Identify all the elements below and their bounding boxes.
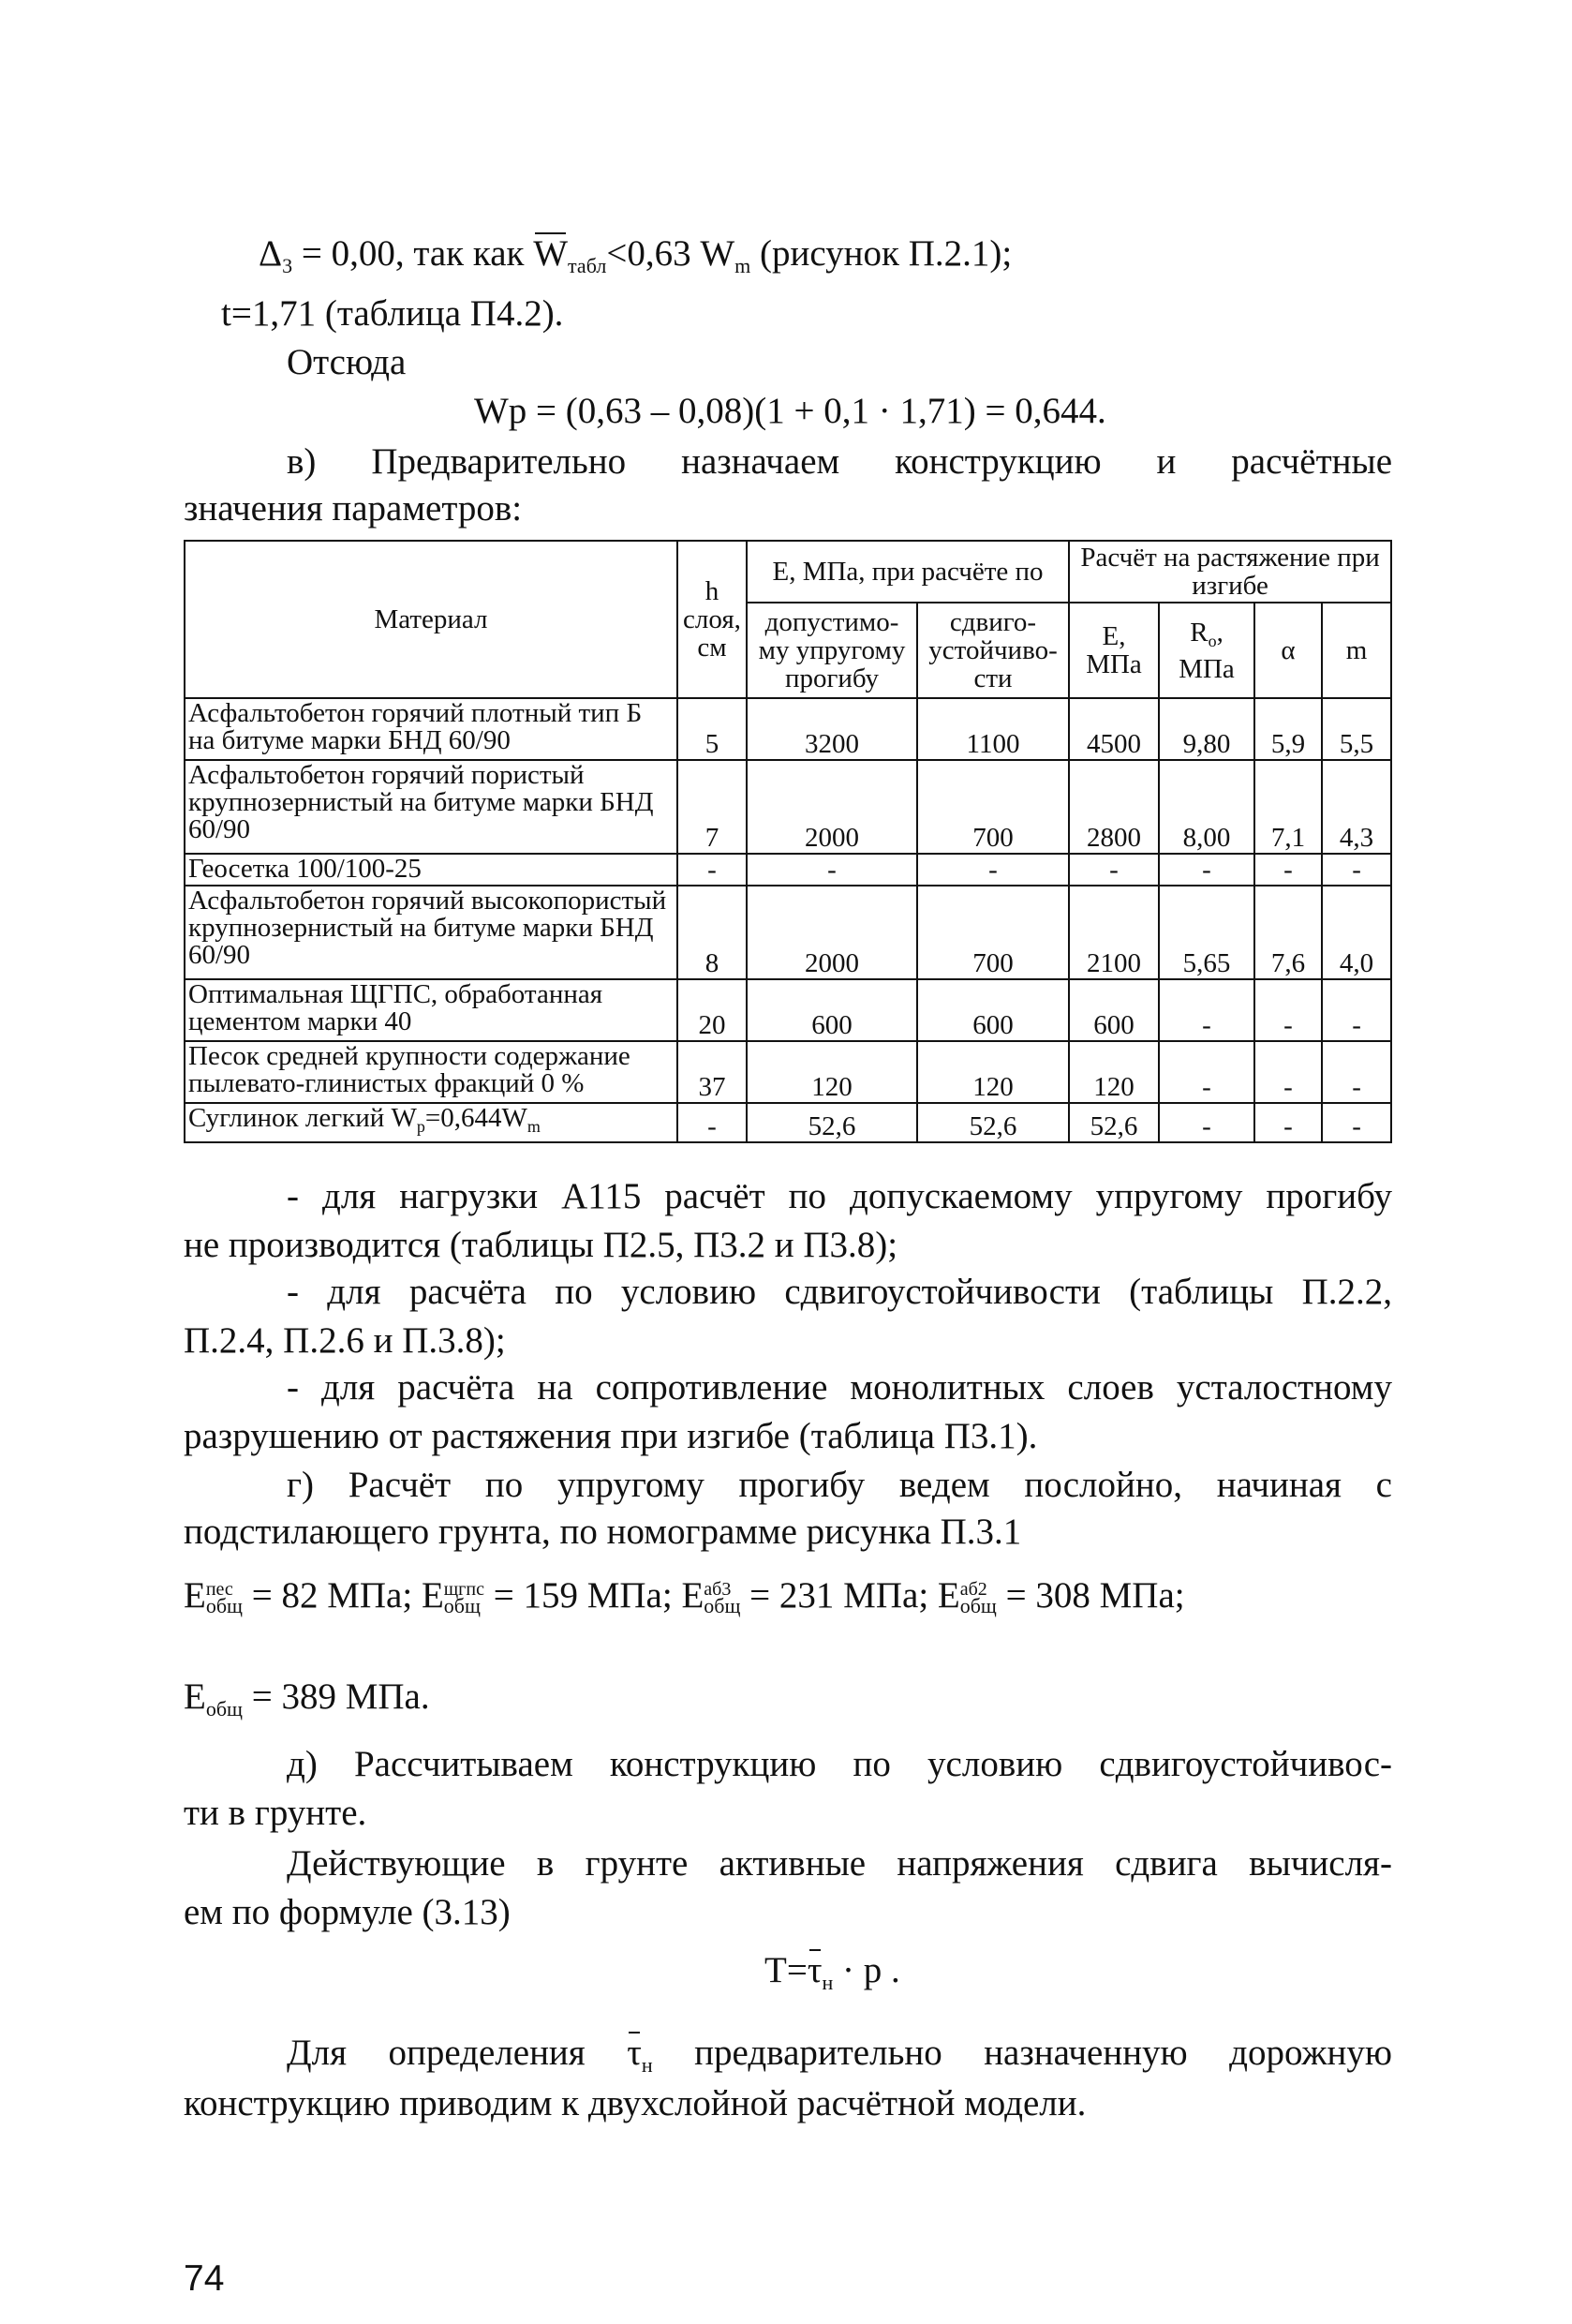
paragraph-b-line2: значения параметров:	[184, 488, 523, 529]
body-line-d1: д) Рассчитываем конструкцию по условию сдвигоустойчивос-	[287, 1744, 1392, 1784]
cell-r0: -	[1159, 1041, 1254, 1103]
cell-e-shear: 120	[917, 1041, 1069, 1103]
body-line-d2: ти в грунте.	[184, 1793, 367, 1833]
cell-e-deflection: 3200	[747, 698, 917, 760]
cell-r0: -	[1159, 854, 1254, 886]
body-line-4: П.2.4, П.2.6 и П.3.8);	[184, 1320, 506, 1361]
header-tension-group: Расчёт на растяжение при изгибе	[1069, 541, 1391, 603]
table-row	[185, 979, 1391, 1041]
table-row	[185, 886, 1391, 979]
cell-alpha: 7,6	[1254, 886, 1322, 979]
cell-m: 4,0	[1322, 886, 1391, 979]
cell-e-deflection: -	[747, 854, 917, 886]
body-line-8: подстилающего грунта, по номограмме рисунка П.3.1	[184, 1512, 1022, 1552]
cell-r0: 5,65	[1159, 886, 1254, 979]
cell-m: -	[1322, 854, 1391, 886]
w-avg: W	[533, 231, 568, 277]
header-thickness: h слоя, см	[677, 541, 747, 698]
cell-e-shear: 600	[917, 979, 1069, 1041]
cell-r0: -	[1159, 1103, 1254, 1142]
cell-e-tension: 2800	[1069, 760, 1159, 854]
cell-material: Асфальтобетон горячий пористый крупнозернистый на битуме марки БНД 60/90	[185, 760, 677, 854]
body-line-2: не производится (таблицы П2.5, П3.2 и П3.8);	[184, 1225, 898, 1265]
cell-r0: 9,80	[1159, 698, 1254, 760]
cell-r0: -	[1159, 979, 1254, 1041]
cell-e-tension: 600	[1069, 979, 1159, 1041]
w-tail: (рисунок П.2.1);	[750, 233, 1013, 274]
t-line: t=1,71 (таблица П4.2).	[221, 293, 564, 334]
body-line-f1: Для определения $\tau_н$ предварительно назначенную дорожную	[287, 2030, 1392, 2089]
cell-material: Геосетка 100/100-25	[185, 854, 677, 886]
body-line-f2: конструкцию приводим к двухслойной расчётной модели.	[184, 2083, 1087, 2123]
cell-alpha: -	[1254, 979, 1322, 1041]
cell-e-deflection: 2000	[747, 760, 917, 854]
body-line-d4: ем по формуле (3.13)	[184, 1892, 511, 1932]
cell-e-shear: 700	[917, 886, 1069, 979]
header-e-group: Е, МПа, при расчёте по	[747, 541, 1069, 603]
cell-h: 5	[677, 698, 747, 760]
total-modulus-line: $E_{общ} = 389$ МПа.	[184, 1676, 430, 1721]
table-row	[185, 760, 1391, 854]
cell-material: Асфальтобетон горячий плотный тип Б на битуме марки БНД 60/90	[185, 698, 677, 760]
cell-h: -	[677, 1103, 747, 1142]
cell-m: -	[1322, 1103, 1391, 1142]
cell-m: -	[1322, 979, 1391, 1041]
w-subscript: табл	[568, 254, 607, 277]
cell-e-tension: 2100	[1069, 886, 1159, 979]
wm-subscript: m	[734, 254, 751, 277]
wp-formula: Wp = (0,63 – 0,08)(1 + 0,1 · 1,71) = 0,644.	[474, 391, 1106, 431]
header-alpha: α	[1254, 603, 1322, 698]
delta-line	[259, 231, 1476, 290]
hence-line: Отсюда	[287, 342, 407, 382]
cell-m: -	[1322, 1041, 1391, 1103]
header-e-tension: Е, МПа	[1069, 603, 1159, 698]
cell-e-shear: 1100	[917, 698, 1069, 760]
body-line-6: разрушению от растяжения при изгибе (таблица П3.1).	[184, 1416, 1038, 1456]
table-row	[185, 1041, 1391, 1103]
delta-text: = 0,00, так как	[292, 233, 534, 274]
cell-r0: 8,00	[1159, 760, 1254, 854]
cell-material: Оптимальная ЩГПС, обработанная цементом марки 40	[185, 979, 677, 1041]
cell-e-tension: 120	[1069, 1041, 1159, 1103]
parameters-table	[184, 540, 1392, 1143]
page-number: 74	[184, 2258, 225, 2299]
header-m: m	[1322, 603, 1391, 698]
body-line-7: г) Расчёт по упругому прогибу ведем послойно, начиная с	[287, 1465, 1392, 1505]
cell-material: Суглинок легкий $W_р=0,644W_m$	[185, 1103, 677, 1142]
cell-e-tension: -	[1069, 854, 1159, 886]
body-line-1: - для нагрузки А115 расчёт по допускаемому упругому прогибу	[287, 1176, 1392, 1216]
cell-alpha: 5,9	[1254, 698, 1322, 760]
cell-material: Асфальтобетон горячий высокопористый крупнозернистый на битуме марки БНД 60/90	[185, 886, 677, 979]
header-material: Материал	[185, 541, 677, 698]
cell-h: 8	[677, 886, 747, 979]
cell-alpha: -	[1254, 1103, 1322, 1142]
cell-e-shear: 700	[917, 760, 1069, 854]
body-line-3: - для расчёта по условию сдвигоустойчивости (таблицы П.2.2,	[287, 1272, 1392, 1312]
delta-subscript: 3	[282, 254, 293, 277]
cell-m: 4,3	[1322, 760, 1391, 854]
body-line-5: - для расчёта на сопротивление монолитных слоев усталостному	[287, 1367, 1392, 1408]
cell-h: 37	[677, 1041, 747, 1103]
table-row	[185, 854, 1391, 886]
body-line-d3: Действующие в грунте активные напряжения сдвига вычисля-	[287, 1843, 1392, 1884]
header-r0: $R_о$, МПа	[1159, 603, 1254, 698]
header-e-shear: сдвиго-устойчиво-сти	[917, 603, 1069, 698]
header-e-deflection: допустимо-му упругому прогибу	[747, 603, 917, 698]
cell-alpha: -	[1254, 1041, 1322, 1103]
cell-e-tension: 52,6	[1069, 1103, 1159, 1142]
cell-e-deflection: 120	[747, 1041, 917, 1103]
table-row	[185, 1103, 1391, 1142]
shear-formula: $T=\tau_н \cdot p$ .	[764, 1947, 1572, 2006]
w-compare: <0,63 W	[606, 233, 735, 274]
cell-material: Песок средней крупности содержание пылевато-глинистых фракций 0 %	[185, 1041, 677, 1103]
modulus-line: E пес общ = 82 МПа; E щгпс общ = 159 МПа; E аб3 общ = 231 МПа; E аб2 общ = 308 МПа;	[184, 1575, 1185, 1617]
cell-h: 7	[677, 760, 747, 854]
cell-alpha: -	[1254, 854, 1322, 886]
cell-alpha: 7,1	[1254, 760, 1322, 854]
cell-e-shear: -	[917, 854, 1069, 886]
cell-h: -	[677, 854, 747, 886]
cell-e-deflection: 600	[747, 979, 917, 1041]
cell-e-deflection: 52,6	[747, 1103, 917, 1142]
table-row	[185, 698, 1391, 760]
cell-h: 20	[677, 979, 747, 1041]
cell-e-deflection: 2000	[747, 886, 917, 979]
delta-symbol: Δ	[259, 233, 283, 274]
cell-e-tension: 4500	[1069, 698, 1159, 760]
paragraph-b-line1: в) Предварительно назначаем конструкцию и расчётные	[287, 441, 1392, 482]
cell-m: 5,5	[1322, 698, 1391, 760]
cell-e-shear: 52,6	[917, 1103, 1069, 1142]
